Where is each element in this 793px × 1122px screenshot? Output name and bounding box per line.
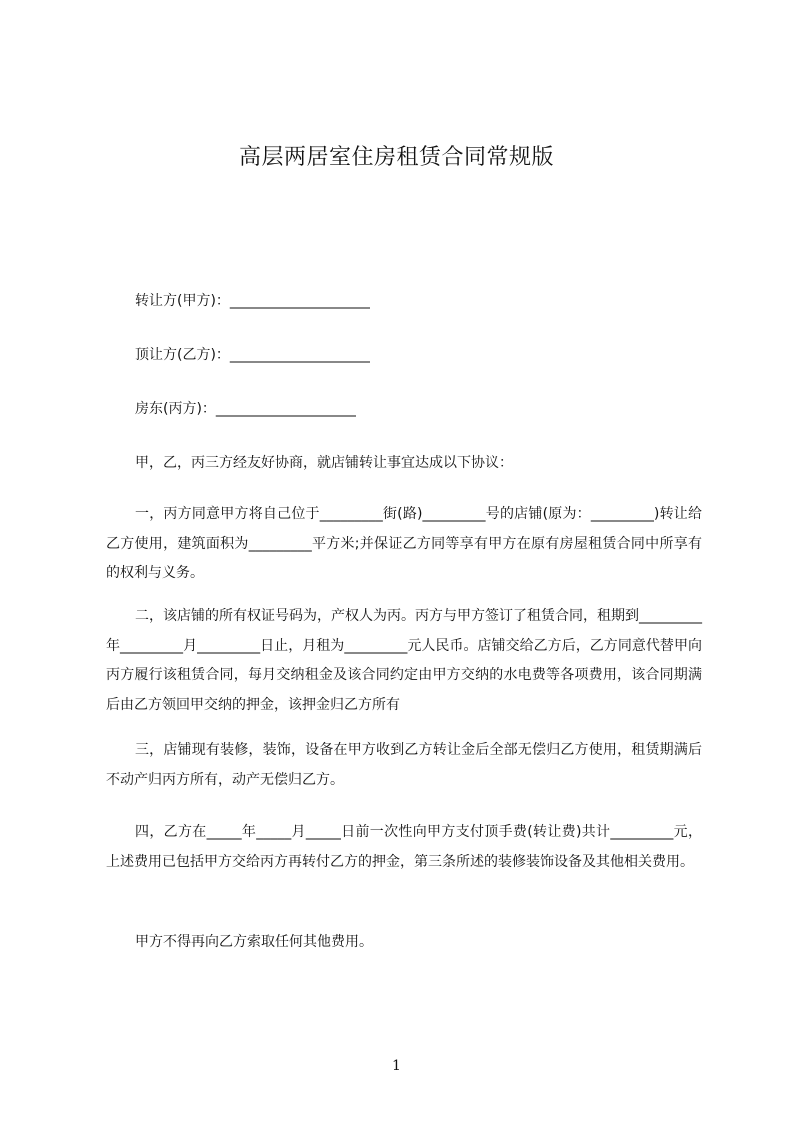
- party-transferee-line: 顶让方(乙方)：____________________: [135, 347, 370, 363]
- clause-1-paragraph: 一，丙方同意甲方将自己位于_________街(路)_________号的店铺(原为：_________)转让给乙方使用，建筑面积为_________平方米;并保证乙方同等享有甲方在原有房屋租赁合同中所享有的权利与义务。: [106, 506, 702, 581]
- document-title: 高层两居室住房租赁合同常规版: [238, 145, 554, 170]
- clause-2-paragraph: 二，该店铺的所有权证号码为，产权人为丙。丙方与甲方签订了租赁合同，租期到_________年_________月_________日止，月租为_________元人民币。店铺交给乙方后，乙方同意代替甲向丙方履行该租赁合同，每月交纳租金及该合同约定由甲方交纳的水电费等各项费用，该合同期满后由乙方领回甲交纳的押金，该押金归乙方所有: [106, 608, 702, 713]
- clause-3-paragraph: 三，店铺现有装修，装饰，设备在甲方收到乙方转让金后全部无偿归乙方使用，租赁期满后不动产归丙方所有，动产无偿归乙方。: [106, 742, 702, 788]
- party-landlord-line: 房东(丙方)：____________________: [135, 401, 356, 417]
- agreement-intro: 甲，乙，丙三方经友好协商，就店铺转让事宜达成以下协议：: [135, 455, 513, 471]
- party-transferor-line: 转让方(甲方)：____________________: [135, 293, 370, 309]
- clause-4-paragraph: 四，乙方在_____年_____月_____日前一次性向甲方支付顶手费(转让费)共计_________元，上述费用已包括甲方交给丙方再转付乙方的押金，第三条所述的装修装饰设备及其他相关费用。: [106, 824, 702, 870]
- clause-5-paragraph: 甲方不得再向乙方索取任何其他费用。: [135, 934, 373, 950]
- page-number: 1: [392, 1058, 401, 1074]
